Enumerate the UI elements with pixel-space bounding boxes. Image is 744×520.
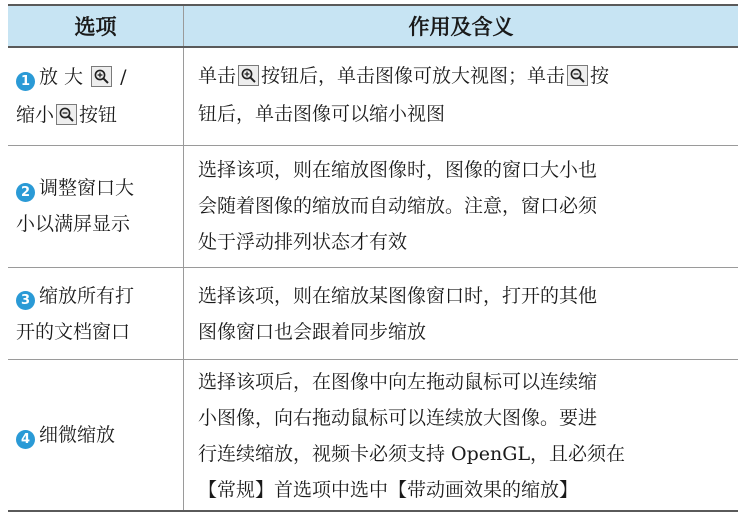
description-line: 处于浮动排列状态才有效 bbox=[198, 231, 408, 253]
description-line: 钮后，单击图像可以缩小视图 bbox=[198, 103, 446, 125]
table-row bbox=[8, 360, 738, 512]
zoom-out-icon bbox=[56, 104, 77, 125]
number-badge: 1 bbox=[16, 72, 35, 91]
option-line bbox=[16, 98, 177, 132]
description-line bbox=[198, 58, 728, 94]
table-header bbox=[8, 4, 738, 48]
zoom-in-icon bbox=[91, 66, 112, 87]
header-option: 选项 bbox=[8, 6, 184, 46]
description-line: 选择该项，则在缩放图像时，图像的窗口大小也 bbox=[198, 159, 598, 181]
option-cell bbox=[8, 268, 184, 359]
description-text: 按钮后，单击图像可放大视图；单击 bbox=[261, 65, 566, 87]
zoom-in-icon bbox=[238, 65, 259, 86]
description-line: 行连续缩放，视频卡必须支持 OpenGL，且必须在 bbox=[198, 443, 626, 465]
option-cell bbox=[8, 146, 184, 267]
options-table bbox=[8, 4, 738, 512]
option-text: 按钮 bbox=[79, 104, 118, 126]
option-text: 放 大 bbox=[39, 66, 84, 88]
description-line: 【常规】首选项中选中【带动画效果的缩放】 bbox=[198, 479, 579, 501]
number-badge: 2 bbox=[16, 183, 35, 202]
number-badge: 4 bbox=[16, 430, 35, 449]
description-text: 单击 bbox=[198, 65, 237, 87]
option-line: 小以满屏显示 bbox=[16, 213, 131, 235]
description-cell bbox=[184, 268, 738, 359]
option-line bbox=[16, 171, 177, 205]
option-text: 细微缩放 bbox=[39, 424, 116, 446]
table-row bbox=[8, 146, 738, 268]
description-cell bbox=[184, 48, 738, 145]
option-cell bbox=[8, 360, 184, 510]
option-line bbox=[16, 418, 177, 452]
table-row bbox=[8, 48, 738, 146]
description-cell bbox=[184, 360, 738, 510]
number-badge: 3 bbox=[16, 291, 35, 310]
option-line bbox=[16, 279, 177, 313]
description-cell bbox=[184, 146, 738, 267]
option-text: 调整窗口大 bbox=[39, 177, 135, 199]
table-row bbox=[8, 268, 738, 360]
zoom-out-icon bbox=[567, 65, 588, 86]
description-line: 会随着图像的缩放而自动缩放。注意，窗口必须 bbox=[198, 195, 598, 217]
description-line: 图像窗口也会跟着同步缩放 bbox=[198, 321, 427, 343]
option-text: 缩放所有打 bbox=[39, 285, 135, 307]
description-line: 选择该项，则在缩放某图像窗口时，打开的其他 bbox=[198, 285, 598, 307]
option-line bbox=[16, 60, 177, 94]
option-text: 缩小 bbox=[16, 104, 55, 126]
description-line: 选择该项后，在图像中向左拖动鼠标可以连续缩 bbox=[198, 371, 598, 393]
option-cell bbox=[8, 48, 184, 145]
option-line: 开的文档窗口 bbox=[16, 321, 131, 343]
option-slash: / bbox=[120, 66, 127, 88]
description-line: 小图像，向右拖动鼠标可以连续放大图像。要进 bbox=[198, 407, 598, 429]
header-description: 作用及含义 bbox=[408, 15, 514, 39]
description-text: 按 bbox=[590, 65, 610, 87]
